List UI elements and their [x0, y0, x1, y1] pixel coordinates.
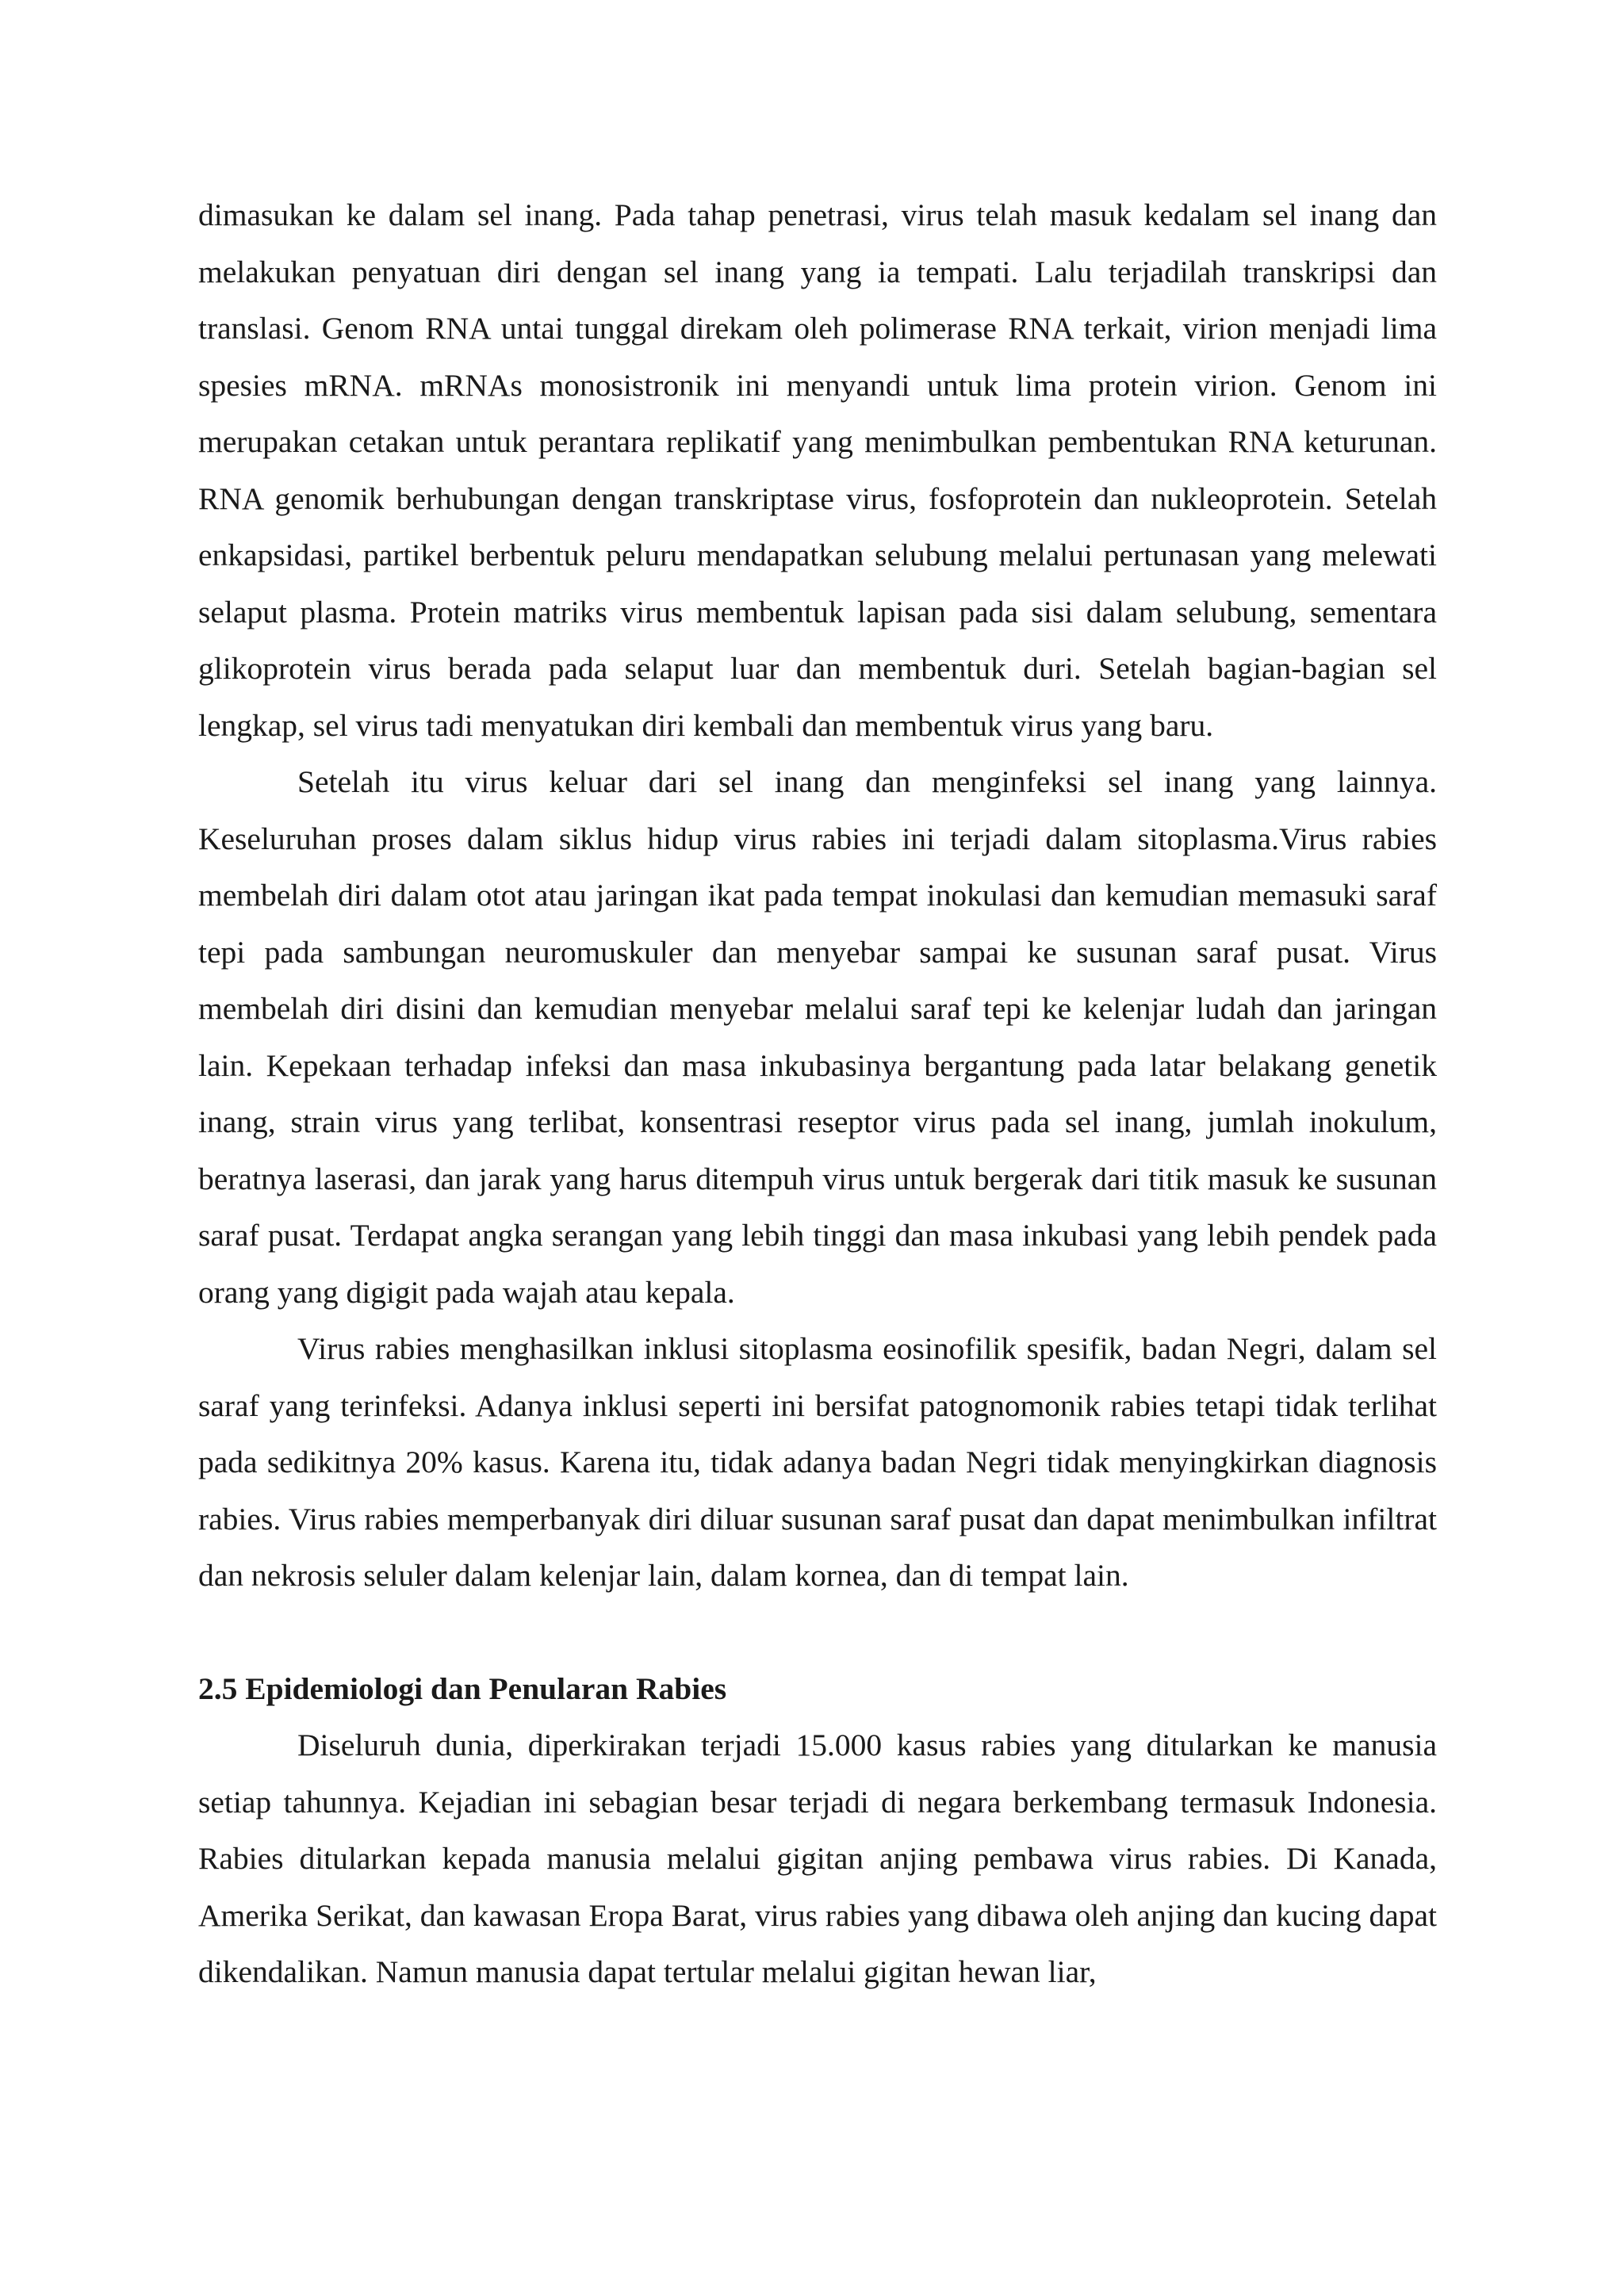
paragraph-virus-replication: dimasukan ke dalam sel inang. Pada tahap penetrasi, virus telah masuk kedalam sel inang dan melakukan penyatuan diri dengan sel inang yang ia tempati. Lalu terjadilah transkripsi dan translasi. Genom RNA untai tunggal direkam oleh polimerase RNA terkait, virion menjadi lima spesies mRNA. mRNAs monosistronik ini menyandi untuk lima protein virion. Genom ini merupakan cetakan untuk perantara replikatif yang menimbulkan pembentukan RNA keturunan. RNA genomik berhubungan dengan transkriptase virus, fosfoprotein dan nukleoprotein. Setelah enkapsidasi, partikel berbentuk peluru mendapatkan selubung melalui pertunasan yang melewati selaput plasma. Protein matriks virus membentuk lapisan pada sisi dalam selubung, sementara glikoprotein virus berada pada selaput luar dan membentuk duri. Setelah bagian-bagian sel lengkap, sel virus tadi menyatukan diri kembali dan membentuk virus yang baru.: [198, 197, 1437, 743]
document-page: [198, 187, 1437, 2001]
paragraph-virus-spread: Setelah itu virus keluar dari sel inang dan menginfeksi sel inang yang lainnya. Keseluruhan proses dalam siklus hidup virus rabies ini terjadi dalam sitoplasma.Virus rabies membelah diri dalam otot atau jaringan ikat pada tempat inokulasi dan kemudian memasuki saraf tepi pada sambungan neuromuskuler dan menyebar sampai ke susunan saraf pusat. Virus membelah diri disini dan kemudian menyebar melalui saraf tepi ke kelenjar ludah dan jaringan lain. Kepekaan terhadap infeksi dan masa inkubasinya bergantung pada latar belakang genetik inang, strain virus yang terlibat, konsentrasi reseptor virus pada sel inang, jumlah inokulum, beratnya laserasi, dan jarak yang harus ditempuh virus untuk bergerak dari titik masuk ke susunan saraf pusat. Terdapat angka serangan yang lebih tinggi dan masa inkubasi yang lebih pendek pada orang yang digigit pada wajah atau kepala.: [198, 764, 1437, 1310]
paragraph-epidemiology: Diseluruh dunia, diperkirakan terjadi 15.000 kasus rabies yang ditularkan ke manusia setiap tahunnya. Kejadian ini sebagian besar terjadi di negara berkembang termasuk Indonesia. Rabies ditularkan kepada manusia melalui gigitan anjing pembawa virus rabies. Di Kanada, Amerika Serikat, dan kawasan Eropa Barat, virus rabies yang dibawa oleh anjing dan kucing dapat dikendalikan. Namun manusia dapat tertular melalui gigitan hewan liar,: [198, 1728, 1437, 1989]
paragraph-negri-bodies: Virus rabies menghasilkan inklusi sitoplasma eosinofilik spesifik, badan Negri, dalam sel saraf yang terinfeksi. Adanya inklusi seperti ini bersifat patognomonik rabies tetapi tidak terlihat pada sedikitnya 20% kasus. Karena itu, tidak adanya badan Negri tidak menyingkirkan diagnosis rabies. Virus rabies memperbanyak diri diluar susunan saraf pusat dan dapat menimbulkan infiltrat dan nekrosis seluler dalam kelenjar lain, dalam kornea, dan di tempat lain.: [198, 1331, 1437, 1593]
section-heading-epidemiology: 2.5 Epidemiologi dan Penularan Rabies: [198, 1670, 727, 1706]
